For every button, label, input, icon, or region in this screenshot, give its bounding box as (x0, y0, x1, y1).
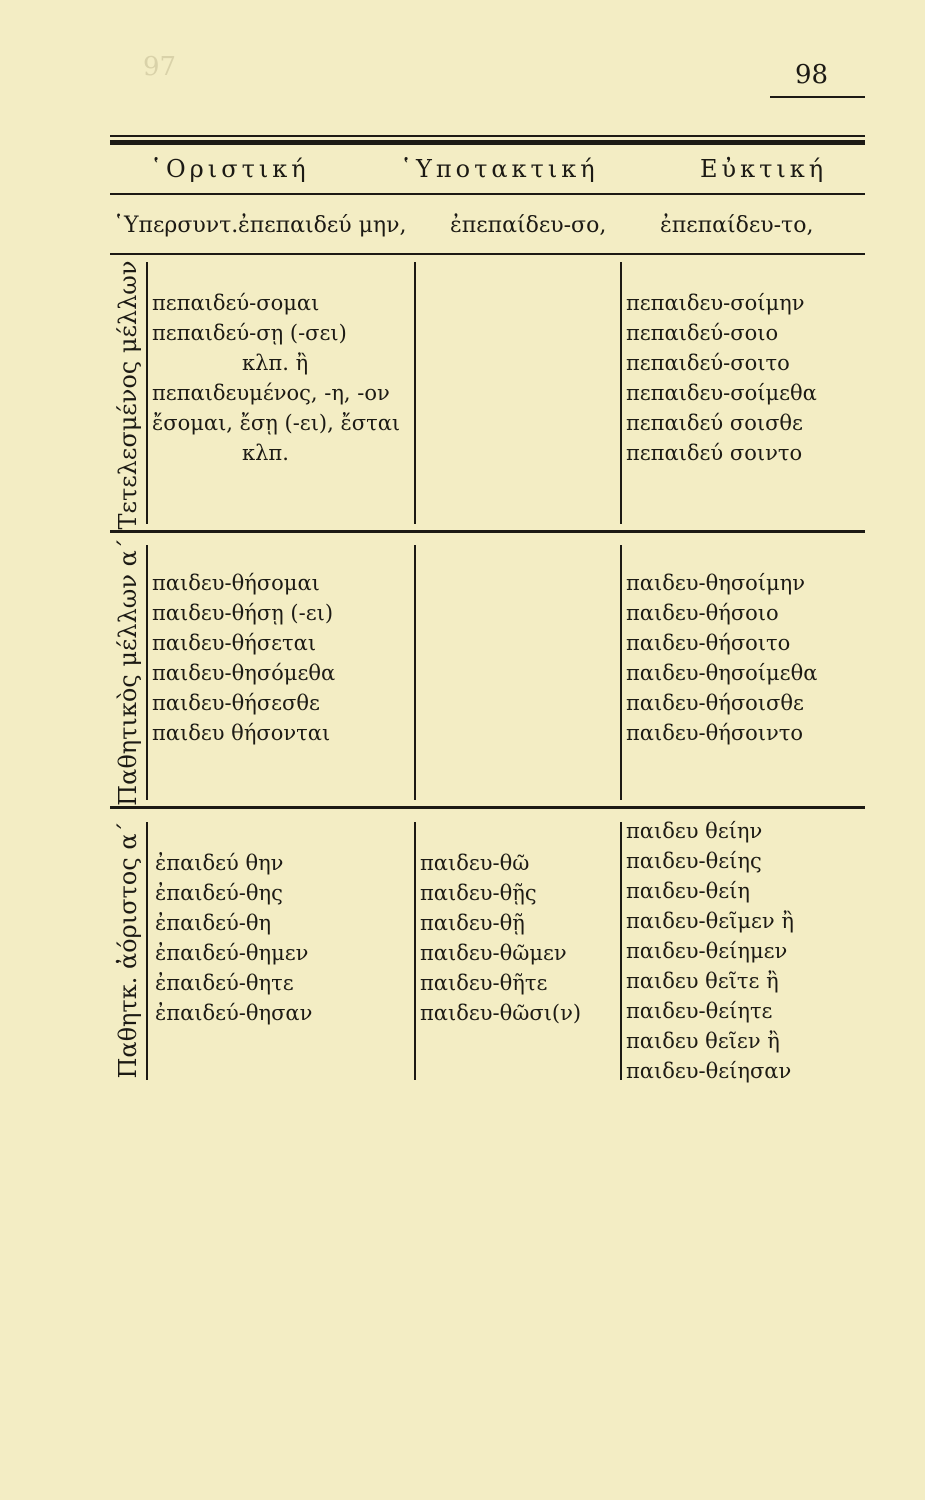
list-item: παιδευ-θησοίμεθα (626, 661, 818, 685)
list-item: πεπαιδεύ σοιντο (626, 441, 803, 465)
future-passive-indicative (152, 568, 335, 748)
header-rule (110, 193, 865, 195)
list-item: παιδευ-θήσοιτο (626, 631, 791, 655)
list-item: πεπαιδεύ-σοιτο (626, 351, 790, 375)
top-rule-thick (110, 140, 865, 145)
section-3-divider-label (146, 822, 148, 1080)
list-item: παιδευ-θείησαν (626, 1059, 792, 1083)
future-perfect-optative (626, 288, 817, 468)
pluperfect-indicative: ἐπεπαιδεύ μην, (238, 213, 407, 238)
list-item: παιδευ-θείημεν (626, 939, 788, 963)
section-2-rule (110, 806, 865, 809)
list-item: παιδευ-θήσῃ (-ει) (152, 601, 334, 625)
list-item: παιδευ-θεῖμεν ἢ (626, 909, 794, 933)
aorist-passive-optative (626, 816, 794, 1086)
list-item: παιδευ-θήσοισθε (626, 691, 804, 715)
show-through-page-number: 97 (143, 52, 177, 82)
list-item: ἔσομαι, ἔσῃ (-ει), ἔσται (152, 411, 401, 435)
header-subjunctive: ῾Υποτακτική (400, 155, 599, 183)
list-item: παιδευ-θῇς (420, 881, 537, 905)
list-item: κλπ. ἢ (242, 351, 309, 375)
list-item: παιδευ-θησόμεθα (152, 661, 336, 685)
future-perfect-label: Τετελεσμένος μέλλων (114, 260, 142, 530)
list-item: πεπαιδεύ-σῃ (-σει) (152, 321, 347, 345)
list-item: ἐπαιδεύ-θητε (155, 971, 294, 995)
list-item: ἐπαιδεύ-θημεν (155, 941, 309, 965)
pluperfect-label: ῾Υπερσυντ. (113, 213, 239, 238)
list-item: ἐπαιδεύ θην (155, 851, 284, 875)
list-item: παιδευ-θῶμεν (420, 941, 567, 965)
list-item: παιδευ θήσονται (152, 721, 331, 745)
section-1-divider-label (146, 262, 148, 524)
section-2-divider-right (620, 545, 622, 800)
list-item: παιδευ-θῶσι(ν) (420, 1001, 582, 1025)
list-item: ἐπαιδεύ-θη (155, 911, 272, 935)
list-item: πεπαιδεύ σοισθε (626, 411, 803, 435)
section-3-divider-middle (414, 822, 416, 1080)
list-item: παιδευ-θησοίμην (626, 571, 806, 595)
list-item: παιδευ-θήσομαι (152, 571, 320, 595)
future-perfect-indicative (152, 288, 412, 468)
list-item: παιδευ θεῖτε ἢ (626, 969, 779, 993)
list-item: ἐπαιδεύ-θης (155, 881, 283, 905)
list-item: πεπαιδευ-σοίμεθα (626, 381, 817, 405)
pluperfect-optative: ἐπεπαίδευ-το, (660, 213, 814, 238)
section-2-divider-label (146, 545, 148, 800)
section-1-rule (110, 530, 865, 533)
list-item: παιδευ-θήσεται (152, 631, 317, 655)
section-1-divider-middle (414, 262, 416, 524)
header-indicative: ῾Οριστική (150, 155, 310, 183)
aorist-passive-subjunctive (420, 848, 581, 1028)
list-item: πεπαιδεύ-σομαι (152, 291, 320, 315)
future-passive-label: Παθητικὸς μέλλων α΄ (114, 538, 142, 806)
list-item: παιδευ-θήσοιντο (626, 721, 804, 745)
aorist-passive-label: Παθητκ. ἀόριστος α΄ (114, 821, 142, 1079)
list-item: ἐπαιδεύ-θησαν (155, 1001, 313, 1025)
list-item: πεπαιδευμένος, -η, -ον (152, 381, 390, 405)
list-item: κλπ. (242, 441, 289, 465)
list-item: παιδευ-θείης (626, 849, 762, 873)
section-2-divider-middle (414, 545, 416, 800)
list-item: παιδευ-θῶ (420, 851, 530, 875)
section-1-divider-right (620, 262, 622, 524)
list-item: παιδευ-θήσεσθε (152, 691, 320, 715)
list-item: παιδευ-θῆτε (420, 971, 548, 995)
list-item: παιδευ-θήσοιο (626, 601, 779, 625)
list-item: παιδευ-θείη (626, 879, 750, 903)
list-item: παιδευ-θείητε (626, 999, 773, 1023)
future-passive-optative (626, 568, 817, 748)
pluperfect-rule (110, 253, 865, 255)
list-item: παιδευ θείην (626, 819, 763, 843)
aorist-passive-indicative (155, 848, 312, 1028)
page-number: 98 (795, 60, 829, 90)
page-number-rule (770, 96, 865, 98)
top-rule-thin (110, 135, 865, 137)
section-3-divider-right (620, 822, 622, 1080)
list-item: παιδευ-θῇ (420, 911, 525, 935)
list-item: πεπαιδευ-σοίμην (626, 291, 805, 315)
pluperfect-subjunctive: ἐπεπαίδευ-σο, (450, 213, 607, 238)
list-item: παιδευ θεῖεν ἢ (626, 1029, 780, 1053)
list-item: πεπαιδεύ-σοιο (626, 321, 779, 345)
header-optative: Εὐκτική (700, 155, 828, 183)
